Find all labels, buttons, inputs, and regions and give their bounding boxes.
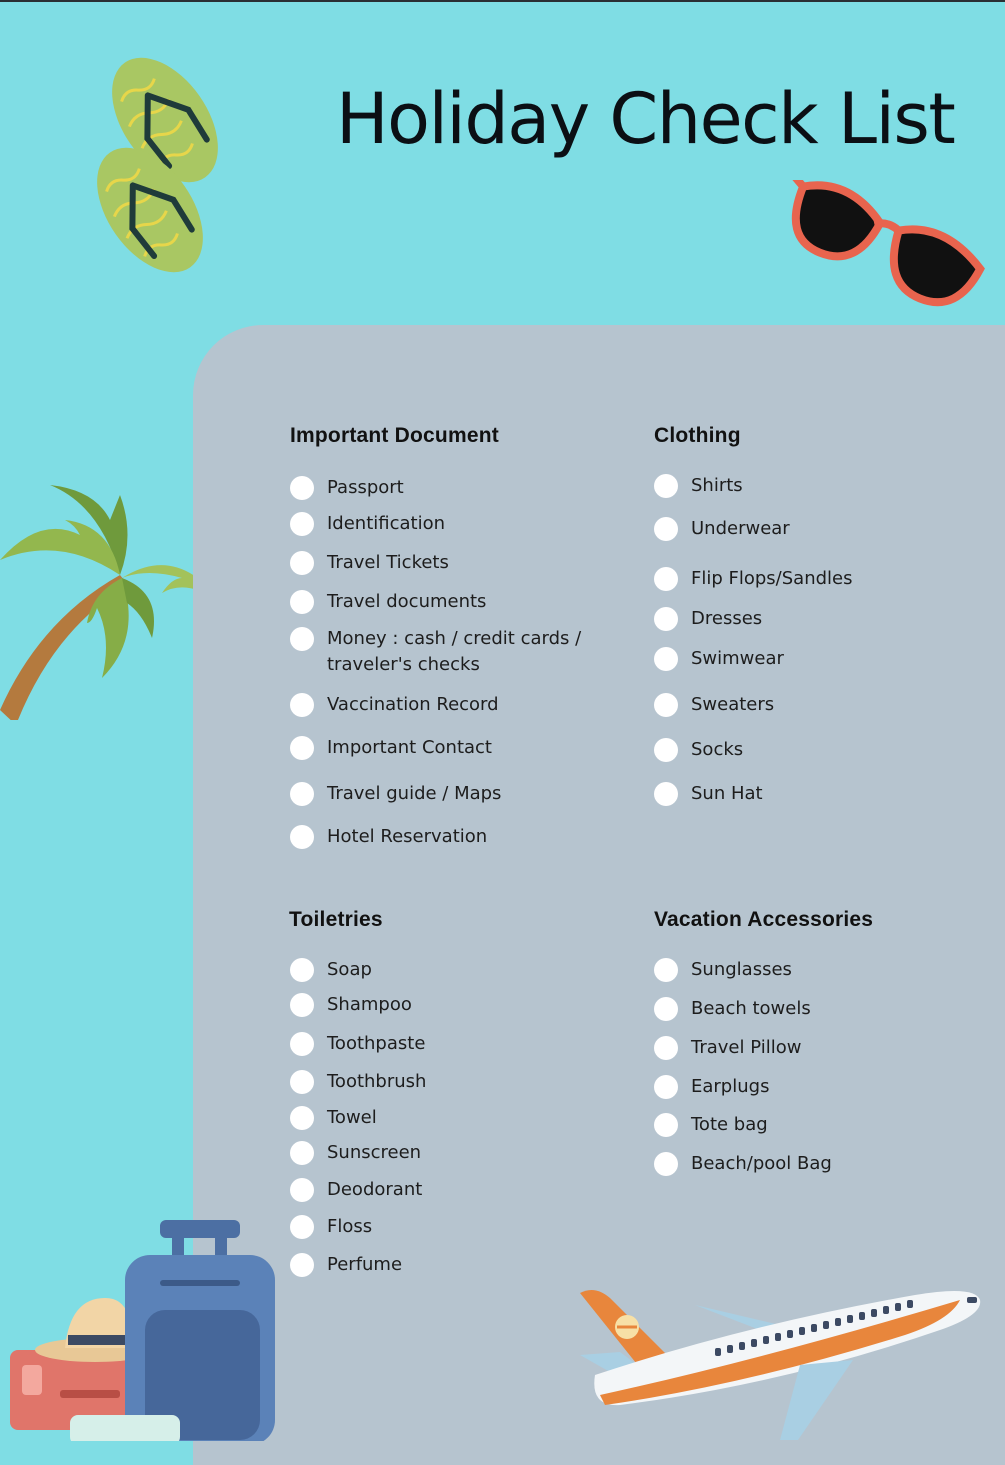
- checkbox[interactable]: [654, 1036, 678, 1060]
- checklist-item[interactable]: [654, 473, 961, 499]
- item-label: Vaccination Record: [327, 694, 499, 715]
- item-label: Passport: [327, 477, 404, 498]
- checklist-item[interactable]: [654, 606, 961, 632]
- item-label: Beach/pool Bag: [691, 1153, 832, 1174]
- item-label: Toothbrush: [327, 1071, 427, 1092]
- item-label: Travel Tickets: [327, 552, 449, 573]
- checkbox[interactable]: [654, 958, 678, 982]
- checkbox[interactable]: [654, 782, 678, 806]
- checkbox[interactable]: [290, 958, 314, 982]
- checkbox[interactable]: [290, 693, 314, 717]
- item-label: Travel guide / Maps: [327, 783, 502, 804]
- item-label: Socks: [691, 739, 744, 760]
- item-label: Dresses: [691, 608, 763, 629]
- item-label: Sweaters: [691, 694, 775, 715]
- checklist-item[interactable]: [290, 992, 597, 1018]
- checkbox[interactable]: [654, 997, 678, 1021]
- checklist-item[interactable]: [290, 735, 597, 761]
- checkbox[interactable]: [654, 517, 678, 541]
- checkbox[interactable]: [290, 1253, 314, 1277]
- item-label: Sunglasses: [691, 959, 792, 980]
- checklist-item[interactable]: [290, 957, 597, 983]
- checklist-item[interactable]: [290, 1177, 597, 1203]
- checklist-item[interactable]: [654, 1112, 961, 1138]
- item-label: Earplugs: [691, 1076, 770, 1097]
- checklist-item[interactable]: [290, 626, 597, 678]
- section-clothing: [654, 424, 741, 448]
- checklist-item[interactable]: [290, 1105, 597, 1131]
- item-label: Hotel Reservation: [327, 826, 488, 847]
- checkbox[interactable]: [290, 782, 314, 806]
- section-heading: Vacation Accessories: [654, 908, 874, 931]
- top-border: [0, 0, 1005, 2]
- item-label: Beach towels: [691, 998, 811, 1019]
- section-vacation-accessories: [654, 908, 873, 932]
- checkbox[interactable]: [290, 590, 314, 614]
- item-label: Tote bag: [691, 1114, 768, 1135]
- checklist-item[interactable]: [654, 692, 961, 718]
- checkbox[interactable]: [290, 476, 314, 500]
- checklist-item[interactable]: [290, 550, 597, 576]
- checklist-item[interactable]: [654, 566, 961, 592]
- checklist-item[interactable]: [290, 1252, 597, 1278]
- checkbox[interactable]: [290, 627, 314, 651]
- checklist-item[interactable]: [654, 737, 961, 763]
- checklist-item[interactable]: [654, 1035, 961, 1061]
- checkbox[interactable]: [654, 474, 678, 498]
- checklist-item[interactable]: [654, 957, 961, 983]
- palm-tree-icon: [0, 480, 225, 720]
- item-label: Travel Pillow: [691, 1037, 802, 1058]
- checklist-item[interactable]: [654, 996, 961, 1022]
- checklist-item[interactable]: [290, 824, 597, 850]
- checklist-item[interactable]: [290, 589, 597, 615]
- checkbox[interactable]: [290, 512, 314, 536]
- checkbox[interactable]: [290, 1070, 314, 1094]
- checkbox[interactable]: [654, 738, 678, 762]
- flip-flops-icon: [70, 50, 240, 290]
- checklist-item[interactable]: [654, 781, 961, 807]
- airplane-icon: [575, 1285, 990, 1441]
- checklist-item[interactable]: [290, 692, 597, 718]
- checkbox[interactable]: [654, 693, 678, 717]
- section-toiletries: [289, 908, 383, 932]
- item-label: Towel: [327, 1107, 377, 1128]
- item-label: Perfume: [327, 1254, 403, 1275]
- checklist-item[interactable]: [654, 516, 961, 542]
- section-heading: Clothing: [654, 424, 741, 447]
- item-label: Sunscreen: [327, 1142, 422, 1163]
- item-label: Floss: [327, 1216, 373, 1237]
- checklist-item[interactable]: [290, 1069, 597, 1095]
- item-label: Shampoo: [327, 994, 412, 1015]
- item-label: Swimwear: [691, 648, 784, 669]
- luggage-icon: [0, 1215, 290, 1441]
- checklist-item[interactable]: [654, 1074, 961, 1100]
- checklist-item[interactable]: [654, 1151, 961, 1177]
- section-heading: Toiletries: [289, 908, 383, 931]
- checkbox[interactable]: [290, 1141, 314, 1165]
- checkbox[interactable]: [290, 825, 314, 849]
- checkbox[interactable]: [654, 607, 678, 631]
- item-label: Flip Flops/Sandles: [691, 568, 853, 589]
- checkbox[interactable]: [654, 647, 678, 671]
- item-label: Identification: [327, 513, 446, 534]
- page-title: Holiday Check List: [336, 78, 955, 160]
- checkbox[interactable]: [654, 1113, 678, 1137]
- checklist-item[interactable]: [290, 475, 597, 501]
- item-label: Soap: [327, 959, 372, 980]
- item-label: Sun Hat: [691, 783, 763, 804]
- checklist-item[interactable]: [290, 1214, 597, 1240]
- item-label: Deodorant: [327, 1179, 423, 1200]
- checkbox[interactable]: [290, 551, 314, 575]
- checkbox[interactable]: [290, 1032, 314, 1056]
- checkbox[interactable]: [654, 1152, 678, 1176]
- checklist-item[interactable]: [290, 1140, 597, 1166]
- item-label: Underwear: [691, 518, 790, 539]
- checkbox[interactable]: [654, 1075, 678, 1099]
- item-label: Important Contact: [327, 737, 492, 758]
- section-important-document: [290, 424, 499, 448]
- item-label: Toothpaste: [327, 1033, 426, 1054]
- checklist-item[interactable]: [654, 646, 961, 672]
- checklist-item[interactable]: [290, 781, 597, 807]
- checkbox[interactable]: [290, 993, 314, 1017]
- checkbox[interactable]: [290, 736, 314, 760]
- sunglasses-icon: [765, 180, 995, 320]
- checklist-item[interactable]: [290, 1031, 597, 1057]
- checkbox[interactable]: [290, 1106, 314, 1130]
- item-label: Travel documents: [327, 591, 487, 612]
- checkbox[interactable]: [290, 1178, 314, 1202]
- checklist-item[interactable]: [290, 511, 597, 537]
- item-label: Shirts: [691, 475, 743, 496]
- section-heading: Important Document: [290, 424, 499, 447]
- checkbox[interactable]: [290, 1215, 314, 1239]
- checkbox[interactable]: [654, 567, 678, 591]
- item-label: Money : cash / credit cards / traveler's checks: [327, 628, 582, 675]
